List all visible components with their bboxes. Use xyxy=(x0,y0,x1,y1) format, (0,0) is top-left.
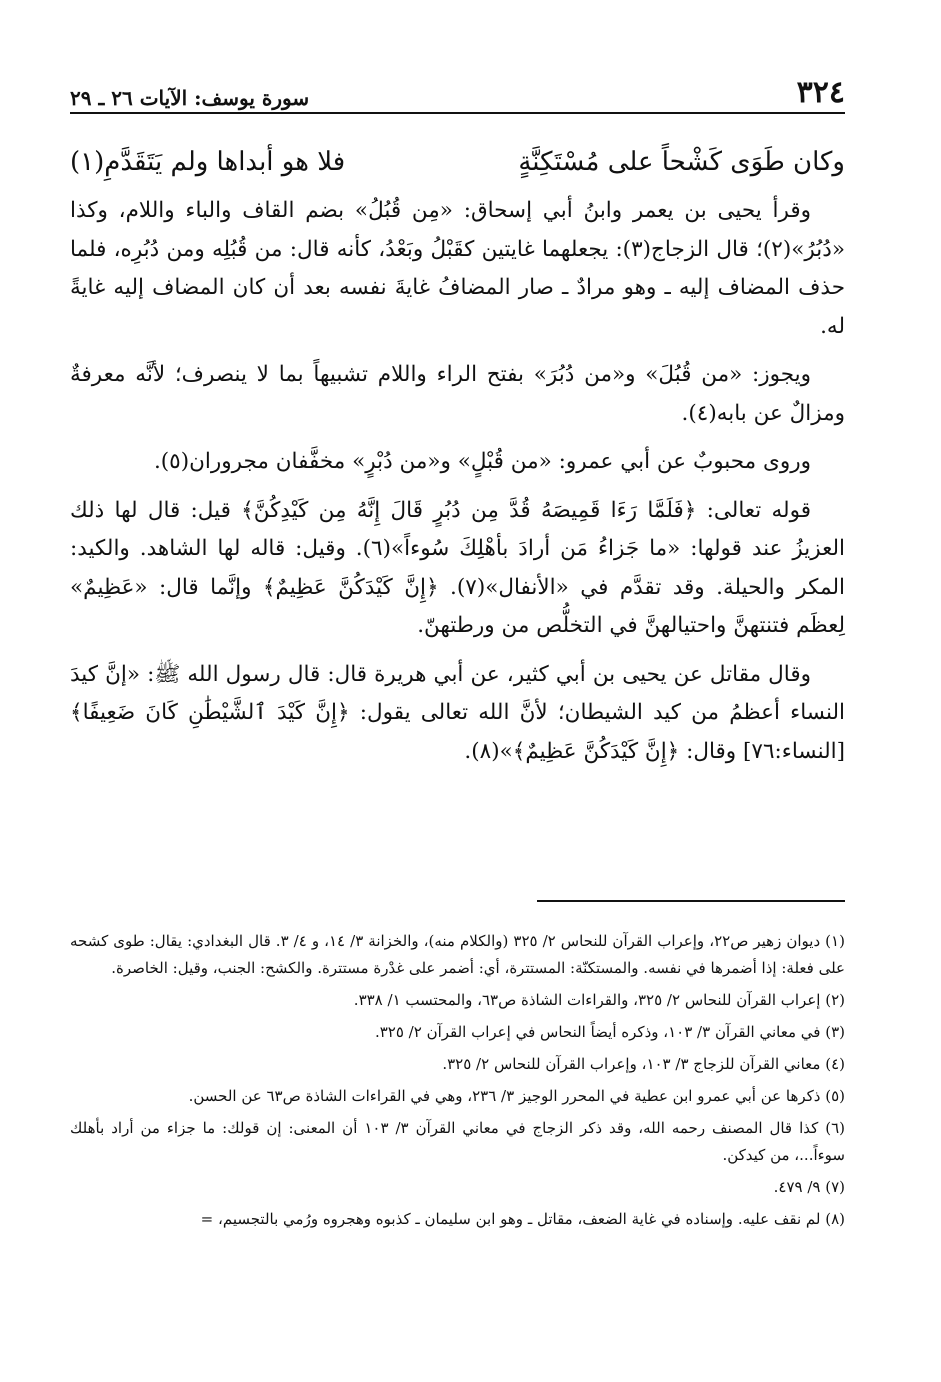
main-text xyxy=(70,140,845,781)
paragraph: وقرأ يحيى بن يعمر وابنُ أبي إسحاق: «مِن قُبُلُ» بضم القاف والباء واللام، وكذا «دُبُرُ»(٢)؛ قال الزجاج(٣): يجعلهما غايتين كقَبْلُ وبَعْدُ، كأنه قال: من قُبُلِه ومن دُبُرِه، فلما حذف المضاف إليه ـ وهو مرادٌ ـ صار المضافُ غايةَ نفسه بعد أن كان المضاف إليه غايةً له. xyxy=(70,198,845,339)
paragraph: وروى محبوبٌ عن أبي عمرو: «من قُبْلٍ» و«من دُبْرٍ» مخفَّفان مجروران(٥). xyxy=(153,449,811,474)
footnote: (٦) كذا قال المصنف رحمه الله، وقد ذكر الزجاج في معاني القرآن ٣/ ١٠٣ أن المعنى: إن قولك: ما جزاء من أراد بأهلك سوءاً...، من كيدكن. xyxy=(70,1119,845,1164)
footnote: (٢) إعراب القرآن للنحاس ٢/ ٣٢٥، والقراءات الشاذة ص٦٣، والمحتسب ١/ ٣٣٨. xyxy=(353,991,845,1009)
verse-second-hemistich: فلا هو أبداها ولم يَتَقَدَّمِ(١) xyxy=(70,147,346,177)
footnote: (١) ديوان زهير ص٢٢، وإعراب القرآن للنحاس ٢/ ٣٢٥ (والكلام منه)، والخزانة ٣/ ١٤، و ٤/ ٣. قال البغدادي: يقال: طوى كشحه على فعلة: إذا أضمرها في نفسه. والمستكنّة: المستترة، أي: أضمر على غدْرة مستترة. والكشح: الجنب، وقيل: الخاصرة. xyxy=(70,932,845,977)
poetry-verse xyxy=(70,140,845,184)
footnotes xyxy=(70,928,845,1238)
footnote: (٧) ٩/ ٤٧٩. xyxy=(773,1178,845,1196)
footnote: (٥) ذكرها عن أبي عمرو ابن عطية في المحرر الوجيز ٣/ ٢٣٦، وهي في القراءات الشاذة ص٦٣ عن الحسن. xyxy=(188,1087,845,1105)
running-title: سورة يوسف: الآيات ٢٦ ـ ٢٩ xyxy=(70,86,310,110)
paragraph: وقال مقاتل عن يحيى بن أبي كثير، عن أبي هريرة قال: قال رسول الله ﷺ: «إنَّ كيدَ النساء أعظمُ من كيد الشيطان؛ لأنَّ الله تعالى يقول: ﴿إِنَّ كَيْدَ ٱلشَّيْطَٰنِ كَانَ ضَعِيفًا﴾ [النساء:٧٦] وقال: ﴿إِنَّ كَيْدَكُنَّ عَظِيمٌ﴾»(٨). xyxy=(70,661,846,764)
page-header xyxy=(70,70,845,114)
footnote: (٨) لم نقف عليه. وإسناده في غاية الضعف، مقاتل ـ وهو ابن سليمان ـ كذبوه وهجروه ورُمي بالتجسيم، = xyxy=(200,1210,845,1228)
footnote: (٤) معاني القرآن للزجاج ٣/ ١٠٣، وإعراب القرآن للنحاس ٢/ ٣٢٥. xyxy=(442,1055,845,1073)
page-number: ٣٢٤ xyxy=(796,75,845,110)
verse-first-hemistich: وكان طَوَى كَشْحاً على مُسْتَكِنَّةٍ xyxy=(518,147,845,177)
footnote-separator xyxy=(537,900,845,902)
paragraph: قوله تعالى: ﴿فَلَمَّا رَءَا قَمِيصَهُ قُدَّ مِن دُبُرٍ قَالَ إِنَّهُ مِن كَيْدِكُنَّ﴾ قيل: قال لها ذلك العزيزُ عند قولها: «ما جَزاءُ مَن أرادَ بأهْلِكَ سُوءاً»(٦). وقيل: قاله لها الشاهد. والكيد: المكر والحيلة. وقد تقدَّم في «الأنفال»(٧). ﴿إِنَّ كَيْدَكُنَّ عَظِيمٌ﴾ وإنَّما قال: «عَظِيمٌ» لِعظَم فتنتهنَّ واحتيالهنَّ في التخلُّص من ورطتهنّ. xyxy=(70,497,845,638)
footnote: (٣) في معاني القرآن ٣/ ١٠٣، وذكره أيضاً النحاس في إعراب القرآن ٢/ ٣٢٥. xyxy=(374,1023,845,1041)
paragraph: ويجوز: «من قُبُلَ» و«من دُبُرَ» بفتح الراء واللام تشبيهاً بما لا ينصرف؛ لأنَّه معرفةٌ ومزالٌ عن بابه(٤). xyxy=(70,362,845,426)
